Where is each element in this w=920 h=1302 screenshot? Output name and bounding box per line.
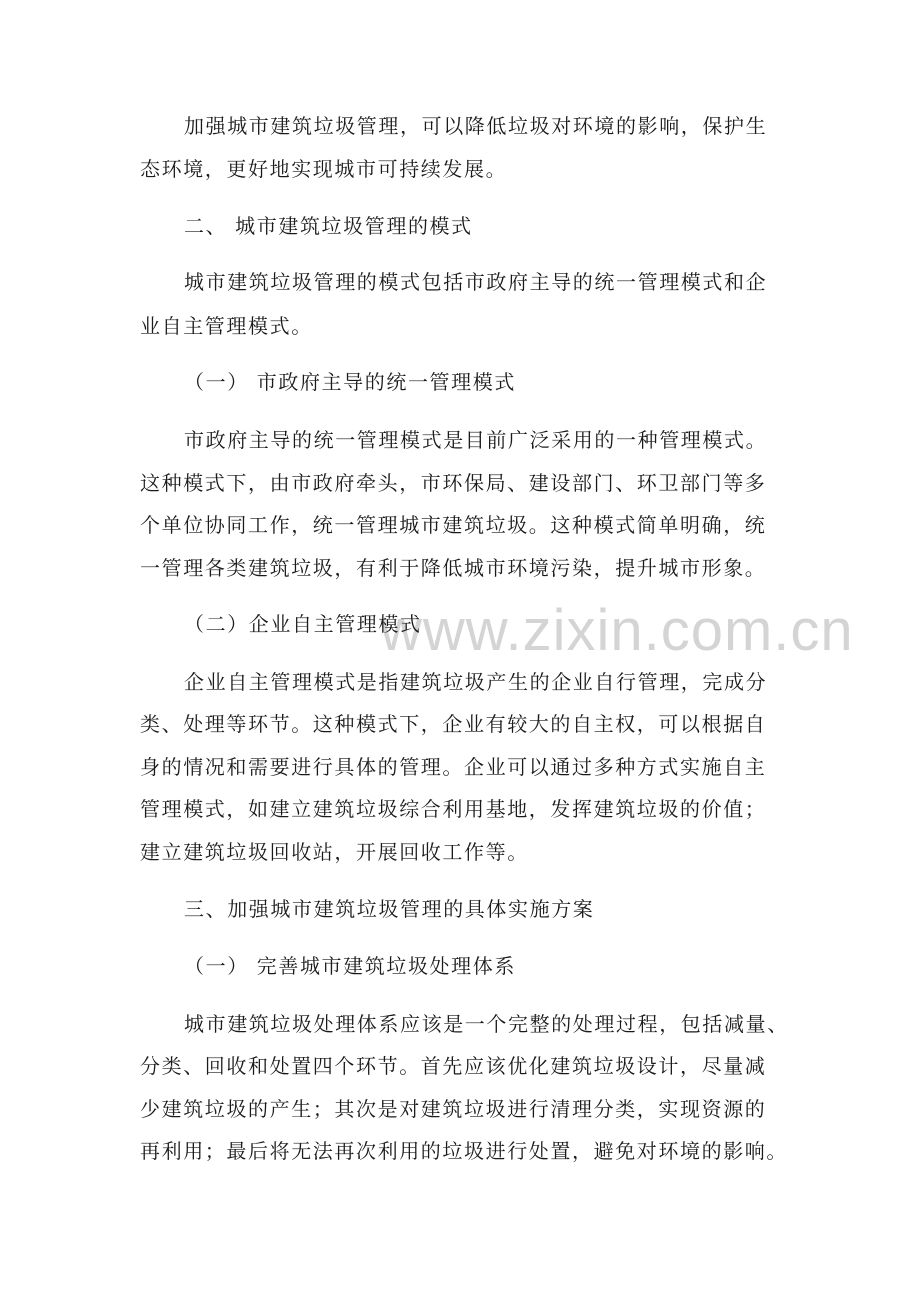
- paragraph-line: 身的情况和需要进行具体的管理。企业可以通过多种方式实施自主: [140, 755, 767, 779]
- paragraph-line: 加强城市建筑垃圾管理，可以降低垃圾对环境的影响，保护生: [184, 114, 768, 138]
- paragraph-line: 城市建筑垃圾处理体系应该是一个完整的处理过程，包括减量、: [184, 1012, 789, 1036]
- paragraph-line: 企业自主管理模式是指建筑垃圾产生的企业自行管理，完成分: [184, 670, 768, 694]
- paragraph-line: 建立建筑垃圾回收站，开展回收工作等。: [140, 840, 529, 864]
- subsection-heading: （一） 完善城市建筑垃圾处理体系: [184, 954, 516, 978]
- paragraph-line: 一管理各类建筑垃圾，有利于降低城市环境污染，提升城市形象。: [140, 556, 767, 580]
- paragraph-line: 这种模式下，由市政府牵头，市环保局、建设部门、环卫部门等多: [140, 471, 767, 495]
- paragraph-line: 再利用；最后将无法再次利用的垃圾进行处置，避免对环境的影响。: [140, 1139, 788, 1163]
- paragraph-line: 态环境，更好地实现城市可持续发展。: [140, 157, 508, 181]
- paragraph-line: 类、处理等环节。这种模式下，企业有较大的自主权，可以根据自: [140, 712, 767, 736]
- paragraph-line: 业自主管理模式。: [140, 314, 313, 338]
- subsection-heading: （一） 市政府主导的统一管理模式: [184, 370, 516, 394]
- paragraph-line: 少建筑垃圾的产生；其次是对建筑垃圾进行清理分类，实现资源的: [140, 1097, 767, 1121]
- paragraph-line: 管理模式，如建立建筑垃圾综合利用基地，发挥建筑垃圾的价值；: [140, 797, 767, 821]
- section-heading: 二、 城市建筑垃圾管理的模式: [184, 214, 473, 238]
- paragraph-line: 市政府主导的统一管理模式是目前广泛采用的一种管理模式。: [184, 428, 768, 452]
- watermark: www.zixin.com.cn: [380, 598, 854, 663]
- paragraph-line: 个单位协同工作，统一管理城市建筑垃圾。这种模式简单明确，统: [140, 513, 767, 537]
- section-heading: 三、加强城市建筑垃圾管理的具体实施方案: [184, 897, 595, 921]
- subsection-heading: （二）企业自主管理模式: [184, 612, 422, 636]
- paragraph-line: 城市建筑垃圾管理的模式包括市政府主导的统一管理模式和企: [184, 270, 768, 294]
- paragraph-line: 分类、回收和处置四个环节。首先应该优化建筑垃圾设计，尽量减: [140, 1054, 767, 1078]
